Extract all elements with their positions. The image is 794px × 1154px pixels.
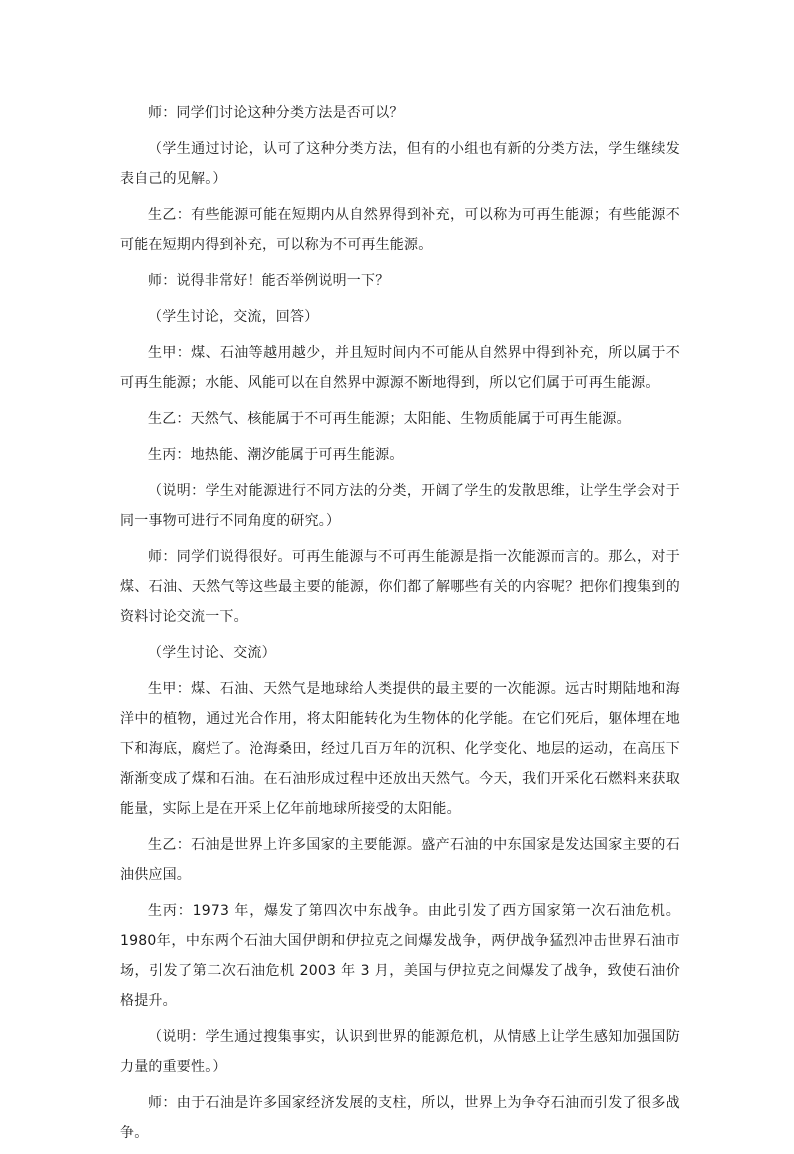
text-line: 一事物可进行不同角度的研究。）	[134, 513, 341, 529]
text-line: 生乙：天然气、核能属于不可再生能源；太阳能、生物质能属于可再生能源。	[148, 411, 631, 427]
text-line: （说明：学生通过搜集事实，认识到世界的能源危机，从情感上让学生感知加强国防	[148, 1029, 680, 1045]
paragraph-student-c-oil-crises	[120, 896, 680, 1016]
text-line: 了第二次石油危机 2003 年 3 月，美国与伊拉克之间爆发了战争，致使石油价格提升。	[120, 963, 680, 1009]
text-line: 生甲：煤、石油等越用越少，并且短时间内不可能从自然界中得到补充，所以属于不可	[120, 345, 680, 391]
text-line: 能在短期内得到补充，可以称为不可再生能源。	[134, 237, 433, 253]
text-line: 生甲：煤、石油、天然气是地球给人类提供的最主要的一次能源。远古时期陆地和海洋	[120, 681, 680, 727]
text-line: 生乙：有些能源可能在短期内从自然界得到补充，可以称为可再生能源；有些能源不可	[120, 207, 680, 253]
paragraph-students-discussion	[120, 134, 680, 194]
text-line: 论交流一下。	[162, 609, 248, 625]
paragraph-students-answer	[120, 302, 680, 332]
paragraph-student-b-renewable	[120, 200, 680, 260]
text-line: 变成了煤和石油。在石油形成过程中还放出天然气。今天，我们开采化石燃料来获取能量，	[120, 771, 680, 817]
paragraph-students-exchange	[120, 638, 680, 668]
text-line: 自己的见解。）	[134, 171, 227, 187]
paragraph-teacher-oil-wars	[120, 1088, 680, 1148]
paragraph-teacher-question	[120, 98, 680, 128]
text-line: 生乙：石油是世界上许多国家的主要能源。盛产石油的中东国家是发达国家主要的石	[148, 837, 680, 853]
text-line: 中的植物，通过光合作用，将太阳能转化为生物体的化学能。在它们死后，躯体埋在地下	[120, 711, 680, 757]
text-line: 师：同学们说得很好。可再生能源与不可再生能源是指一次能源而言的。那么，对于煤、	[120, 549, 680, 595]
paragraph-student-b-oil	[120, 830, 680, 890]
paragraph-student-c-examples	[120, 440, 680, 470]
document-body	[120, 98, 680, 1154]
text-line: 生丙：地热能、潮汐能属于可再生能源。	[148, 447, 404, 463]
text-line: （学生讨论，交流，回答）	[148, 309, 319, 325]
text-line: 力量的重要性。）	[120, 1059, 227, 1075]
text-line: 实际上是在开采上亿年前地球所接受的太阳能。	[162, 801, 461, 817]
text-line: 生丙：1973 年，爆发了第四次中东战争。由此引发了西方国家第一次石油危机。1980	[120, 903, 680, 949]
paragraph-student-a-examples	[120, 338, 680, 398]
text-line: （学生通过讨论，认可了这种分类方法，但有的小组也有新的分类方法，学生继续发表	[120, 141, 680, 187]
text-line: 再生能源；水能、风能可以在自然界中源源不断地得到，所以它们属于可再生能源。	[134, 375, 660, 391]
text-line: 年，中东两个石油大国伊朗和伊拉克之间爆发战争，两伊战争猛烈冲击世界石油市场，引发	[120, 933, 680, 979]
text-line: （学生讨论、交流）	[148, 645, 276, 661]
paragraph-student-a-fossil-fuels	[120, 674, 680, 824]
text-line: 师：同学们讨论这种分类方法是否可以？	[148, 105, 404, 121]
text-line: （说明：学生对能源进行不同方法的分类，开阔了学生的发散思维，让学生学会对于同	[120, 483, 680, 529]
paragraph-note-energy-crisis	[120, 1022, 680, 1082]
text-line: 油供应国。	[120, 867, 191, 883]
text-line: 师：由于石油是许多国家经济发展的支柱，所以，世界上为争夺石油而引发了很多战争。	[120, 1095, 680, 1141]
paragraph-note-classification	[120, 476, 680, 536]
paragraph-teacher-primary-energy	[120, 542, 680, 632]
text-line: 和海底，腐烂了。沧海桑田，经过几百万年的沉积、化学变化、地层的运动，在高压下渐渐	[120, 741, 680, 787]
text-line: 石油、天然气等这些最主要的能源，你们都了解哪些有关的内容呢？把你们搜集到的资料讨	[120, 579, 680, 625]
paragraph-teacher-praise	[120, 266, 680, 296]
text-line: 师：说得非常好！能否举例说明一下？	[148, 273, 390, 289]
paragraph-student-b-examples	[120, 404, 680, 434]
